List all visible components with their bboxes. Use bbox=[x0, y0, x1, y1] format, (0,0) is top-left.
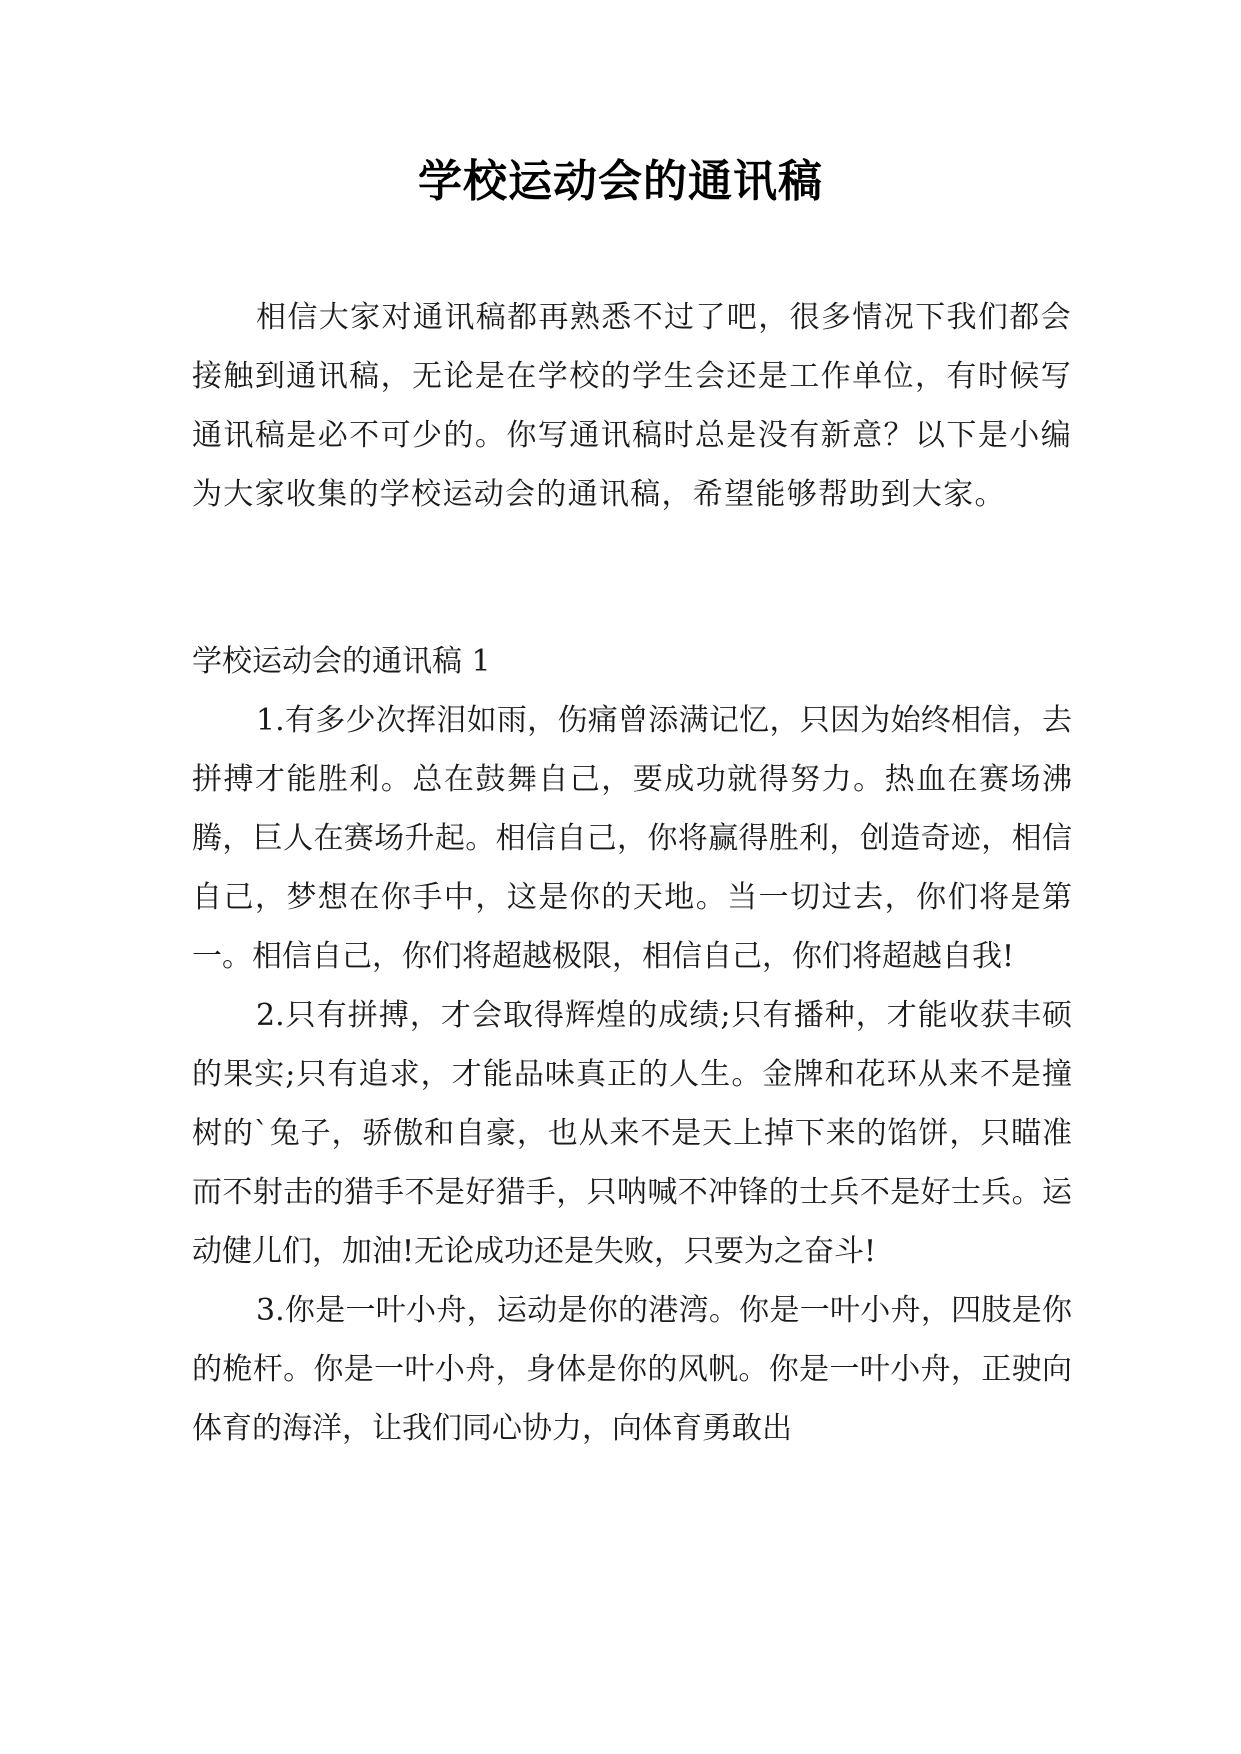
paragraph-1: 1.有多少次挥泪如雨，伤痛曾添满记忆，只因为始终相信，去拼搏才能胜利。总在鼓舞自己，要成功就得努力。热血在赛场沸腾，巨人在赛场升起。相信自己，你将赢得胜利，创造奇迹，相信自己，梦想在你手中，这是你的天地。当一切过去，你们将是第一。相信自己，你们将超越极限，相信自己，你们将超越自我! bbox=[192, 703, 1072, 974]
intro-block bbox=[192, 288, 1072, 524]
paragraph-2: 2.只有拼搏，才会取得辉煌的成绩;只有播种，才能收获丰硕的果实;只有追求，才能品味真正的人生。金牌和花环从来不是撞树的`兔子，骄傲和自豪，也从来不是天上掉下来的馅饼，只瞄准而不射击的猎手不是好猎手，只呐喊不冲锋的士兵不是好士兵。运动健儿们，加油!无论成功还是失败，只要为之奋斗! bbox=[192, 998, 1072, 1269]
paragraph-3: 3.你是一叶小舟，运动是你的港湾。你是一叶小舟，四肢是你的桅杆。你是一叶小舟，身体是你的风帆。你是一叶小舟，正驶向体育的海洋，让我们同心协力，向体育勇敢出 bbox=[192, 1293, 1072, 1446]
section-heading: 学校运动会的通讯稿 1 bbox=[192, 644, 491, 679]
section-1 bbox=[192, 632, 1072, 1458]
document-title: 学校运动会的通讯稿 bbox=[418, 156, 823, 207]
intro-paragraph: 相信大家对通讯稿都再熟悉不过了吧，很多情况下我们都会接触到通讯稿，无论是在学校的学生会还是工作单位，有时候写通讯稿是必不可少的。你写通讯稿时总是没有新意？以下是小编为大家收集的学校运动会的通讯稿，希望能够帮助到大家。 bbox=[192, 300, 1072, 512]
